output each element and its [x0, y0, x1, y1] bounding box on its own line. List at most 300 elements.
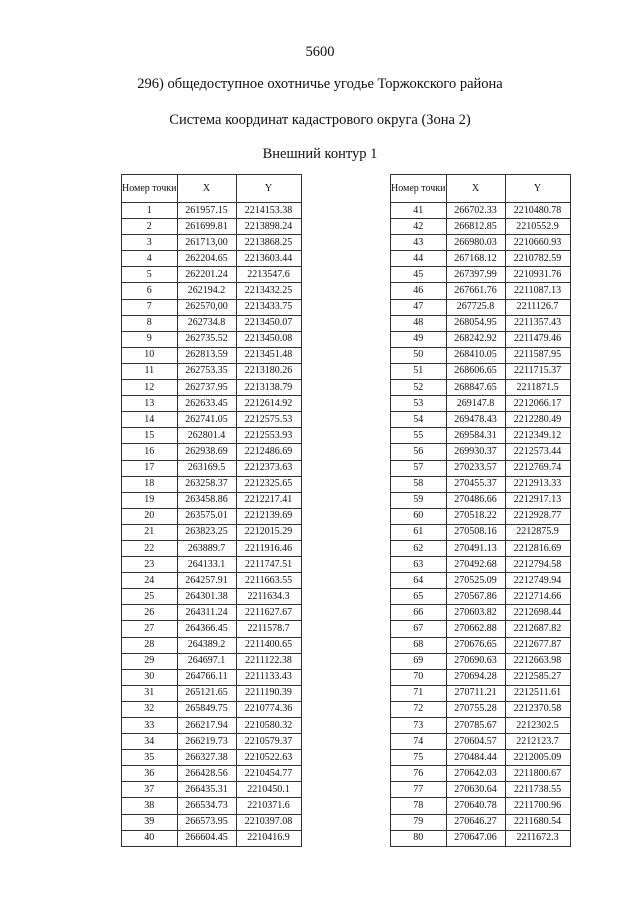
table-row — [391, 347, 571, 363]
x-cell: 270755.28 — [446, 701, 505, 717]
x-cell: 263575.01 — [177, 508, 236, 524]
y-cell: 2212698.44 — [505, 605, 570, 621]
point-number-cell: 36 — [122, 766, 178, 782]
y-cell: 2210454.77 — [236, 766, 301, 782]
y-cell: 2211126.7 — [505, 299, 570, 315]
x-cell: 262570,00 — [177, 299, 236, 315]
y-cell: 2210660.93 — [505, 235, 570, 251]
y-cell: 2211190.39 — [236, 685, 301, 701]
y-cell: 2212005.09 — [505, 750, 570, 766]
x-cell: 262201.24 — [177, 267, 236, 283]
table-row — [391, 750, 571, 766]
table-row — [391, 701, 571, 717]
y-cell: 2211578.7 — [236, 621, 301, 637]
table-row — [122, 315, 302, 331]
point-number-cell: 44 — [391, 251, 447, 267]
y-cell: 2214153.38 — [236, 203, 301, 219]
x-cell: 268054.95 — [446, 315, 505, 331]
y-cell: 2213450.08 — [236, 331, 301, 347]
y-cell: 2210416.9 — [236, 830, 301, 846]
table-row — [391, 203, 571, 219]
y-cell: 2210782.59 — [505, 251, 570, 267]
table-row — [122, 573, 302, 589]
x-cell: 263458.86 — [177, 492, 236, 508]
y-cell: 2212280.49 — [505, 412, 570, 428]
point-number-cell: 53 — [391, 396, 447, 412]
table-row — [122, 235, 302, 251]
point-number-cell: 3 — [122, 235, 178, 251]
point-number-cell: 47 — [391, 299, 447, 315]
table-row — [391, 669, 571, 685]
point-number-cell: 66 — [391, 605, 447, 621]
x-cell: 270233.57 — [446, 460, 505, 476]
table-row — [391, 653, 571, 669]
table-row — [122, 766, 302, 782]
y-cell: 2213898.24 — [236, 219, 301, 235]
table-row — [122, 685, 302, 701]
table-row — [391, 315, 571, 331]
x-cell: 264301.38 — [177, 589, 236, 605]
table-row — [391, 782, 571, 798]
y-cell: 2212066.17 — [505, 396, 570, 412]
table-row — [391, 734, 571, 750]
header-y: Y — [505, 175, 570, 203]
point-number-cell: 73 — [391, 718, 447, 734]
x-cell: 262753.35 — [177, 363, 236, 379]
table-row — [391, 718, 571, 734]
x-cell: 266428.56 — [177, 766, 236, 782]
x-cell: 266702.33 — [446, 203, 505, 219]
y-cell: 2210450.1 — [236, 782, 301, 798]
table-row — [122, 251, 302, 267]
point-number-cell: 42 — [391, 219, 447, 235]
x-cell: 270484.44 — [446, 750, 505, 766]
x-cell: 263823.25 — [177, 524, 236, 540]
y-cell: 2213603.44 — [236, 251, 301, 267]
table-row — [122, 203, 302, 219]
header-y: Y — [236, 175, 301, 203]
x-cell: 266435.31 — [177, 782, 236, 798]
point-number-cell: 19 — [122, 492, 178, 508]
table-row — [122, 734, 302, 750]
y-cell: 2213868.25 — [236, 235, 301, 251]
y-cell: 2210522.63 — [236, 750, 301, 766]
point-number-cell: 9 — [122, 331, 178, 347]
table-row — [391, 412, 571, 428]
point-number-cell: 21 — [122, 524, 178, 540]
point-number-cell: 15 — [122, 428, 178, 444]
x-cell: 264389.2 — [177, 637, 236, 653]
y-cell: 2212573.44 — [505, 444, 570, 460]
table-row — [122, 669, 302, 685]
table-row — [391, 605, 571, 621]
x-cell: 267725.8 — [446, 299, 505, 315]
table-row — [391, 219, 571, 235]
point-number-cell: 40 — [122, 830, 178, 846]
table-body-left — [122, 203, 302, 847]
point-number-cell: 35 — [122, 750, 178, 766]
x-cell: 263889.7 — [177, 540, 236, 556]
table-row — [122, 782, 302, 798]
x-cell: 269147.8 — [446, 396, 505, 412]
point-number-cell: 30 — [122, 669, 178, 685]
x-cell: 265121.65 — [177, 685, 236, 701]
point-number-cell: 67 — [391, 621, 447, 637]
table-row — [122, 637, 302, 653]
page-number: 5600 — [305, 44, 335, 60]
point-number-cell: 2 — [122, 219, 178, 235]
point-number-cell: 56 — [391, 444, 447, 460]
y-cell: 2212687.82 — [505, 621, 570, 637]
y-cell: 2212714.66 — [505, 589, 570, 605]
x-cell: 266980.03 — [446, 235, 505, 251]
y-cell: 2211672.3 — [505, 830, 570, 846]
coordinates-table-right — [390, 174, 571, 847]
x-cell: 268606.65 — [446, 363, 505, 379]
x-cell: 266604.45 — [177, 830, 236, 846]
table-row — [391, 492, 571, 508]
y-cell: 2212816.69 — [505, 540, 570, 556]
point-number-cell: 79 — [391, 814, 447, 830]
table-row — [122, 267, 302, 283]
table-row — [391, 380, 571, 396]
point-number-cell: 16 — [122, 444, 178, 460]
table-row — [391, 251, 571, 267]
table-row — [391, 476, 571, 492]
document-heading: 296) общедоступное охотничье угодье Торжокского района — [137, 76, 503, 92]
x-cell: 264766.11 — [177, 669, 236, 685]
point-number-cell: 51 — [391, 363, 447, 379]
x-cell: 265849.75 — [177, 701, 236, 717]
table-row — [122, 653, 302, 669]
table-row — [122, 814, 302, 830]
y-cell: 2210774.36 — [236, 701, 301, 717]
x-cell: 266573.95 — [177, 814, 236, 830]
x-cell: 270491.13 — [446, 540, 505, 556]
table-row — [122, 444, 302, 460]
y-cell: 2212928.77 — [505, 508, 570, 524]
point-number-cell: 72 — [391, 701, 447, 717]
point-number-cell: 77 — [391, 782, 447, 798]
y-cell: 2211479.46 — [505, 331, 570, 347]
table-row — [391, 557, 571, 573]
point-number-cell: 65 — [391, 589, 447, 605]
y-cell: 2212217.41 — [236, 492, 301, 508]
point-number-cell: 37 — [122, 782, 178, 798]
y-cell: 2210480.78 — [505, 203, 570, 219]
x-cell: 270647.06 — [446, 830, 505, 846]
table-row — [122, 524, 302, 540]
y-cell: 2210397.08 — [236, 814, 301, 830]
point-number-cell: 33 — [122, 718, 178, 734]
x-cell: 262194.2 — [177, 283, 236, 299]
point-number-cell: 29 — [122, 653, 178, 669]
point-number-cell: 62 — [391, 540, 447, 556]
x-cell: 262741.05 — [177, 412, 236, 428]
x-cell: 263169.5 — [177, 460, 236, 476]
point-number-cell: 4 — [122, 251, 178, 267]
point-number-cell: 31 — [122, 685, 178, 701]
y-cell: 2211747.51 — [236, 557, 301, 573]
table-row — [122, 605, 302, 621]
y-cell: 2212511.61 — [505, 685, 570, 701]
y-cell: 2211587.95 — [505, 347, 570, 363]
table-row — [122, 331, 302, 347]
point-number-cell: 60 — [391, 508, 447, 524]
y-cell: 2212370.58 — [505, 701, 570, 717]
point-number-cell: 61 — [391, 524, 447, 540]
x-cell: 261957.15 — [177, 203, 236, 219]
y-cell: 2212677.87 — [505, 637, 570, 653]
y-cell: 2210580.32 — [236, 718, 301, 734]
point-number-cell: 5 — [122, 267, 178, 283]
y-cell: 2212123.7 — [505, 734, 570, 750]
table-row — [391, 766, 571, 782]
x-cell: 266219.73 — [177, 734, 236, 750]
point-number-cell: 68 — [391, 637, 447, 653]
table-row — [122, 718, 302, 734]
table-row — [122, 750, 302, 766]
x-cell: 270642.03 — [446, 766, 505, 782]
point-number-cell: 55 — [391, 428, 447, 444]
y-cell: 2210552.9 — [505, 219, 570, 235]
x-cell: 270785.67 — [446, 718, 505, 734]
y-cell: 2213451.48 — [236, 347, 301, 363]
x-cell: 270508.16 — [446, 524, 505, 540]
x-cell: 269930.37 — [446, 444, 505, 460]
y-cell: 2211634.3 — [236, 589, 301, 605]
y-cell: 2210371.6 — [236, 798, 301, 814]
point-number-cell: 69 — [391, 653, 447, 669]
x-cell: 270694.28 — [446, 669, 505, 685]
table-row — [122, 621, 302, 637]
x-cell: 269478.43 — [446, 412, 505, 428]
table-row — [391, 637, 571, 653]
x-cell: 268847.65 — [446, 380, 505, 396]
table-body-right — [391, 203, 571, 847]
point-number-cell: 46 — [391, 283, 447, 299]
y-cell: 2213547.6 — [236, 267, 301, 283]
x-cell: 262938.69 — [177, 444, 236, 460]
table-row — [122, 380, 302, 396]
y-cell: 2211700.96 — [505, 798, 570, 814]
header-x: X — [446, 175, 505, 203]
table-row — [391, 363, 571, 379]
point-number-cell: 59 — [391, 492, 447, 508]
table-row — [122, 219, 302, 235]
x-cell: 263258.37 — [177, 476, 236, 492]
y-cell: 2212015.29 — [236, 524, 301, 540]
x-cell: 270604.57 — [446, 734, 505, 750]
header-x: X — [177, 175, 236, 203]
point-number-cell: 75 — [391, 750, 447, 766]
y-cell: 2213450.07 — [236, 315, 301, 331]
point-number-cell: 26 — [122, 605, 178, 621]
table-row — [391, 798, 571, 814]
table-row — [122, 798, 302, 814]
table-row — [391, 508, 571, 524]
y-cell: 2212794.58 — [505, 557, 570, 573]
y-cell: 2212302.5 — [505, 718, 570, 734]
x-cell: 270492.68 — [446, 557, 505, 573]
table-row — [122, 347, 302, 363]
y-cell: 2211357.43 — [505, 315, 570, 331]
y-cell: 2211800.67 — [505, 766, 570, 782]
y-cell: 2210931.76 — [505, 267, 570, 283]
contour-title: Внешний контур 1 — [262, 146, 378, 162]
point-number-cell: 80 — [391, 830, 447, 846]
table-row — [122, 830, 302, 846]
y-cell: 2213138.79 — [236, 380, 301, 396]
x-cell: 264257.91 — [177, 573, 236, 589]
x-cell: 270711.21 — [446, 685, 505, 701]
y-cell: 2212749.94 — [505, 573, 570, 589]
point-number-cell: 50 — [391, 347, 447, 363]
point-number-cell: 28 — [122, 637, 178, 653]
x-cell: 266534.73 — [177, 798, 236, 814]
table-row — [391, 283, 571, 299]
table-row — [391, 524, 571, 540]
y-cell: 2212349.12 — [505, 428, 570, 444]
point-number-cell: 32 — [122, 701, 178, 717]
x-cell: 268242.92 — [446, 331, 505, 347]
x-cell: 270518.22 — [446, 508, 505, 524]
x-cell: 267661.76 — [446, 283, 505, 299]
y-cell: 2212769.74 — [505, 460, 570, 476]
y-cell: 2212917.13 — [505, 492, 570, 508]
x-cell: 270676.65 — [446, 637, 505, 653]
y-cell: 2212486.69 — [236, 444, 301, 460]
point-number-cell: 74 — [391, 734, 447, 750]
y-cell: 2212553.93 — [236, 428, 301, 444]
y-cell: 2211627.67 — [236, 605, 301, 621]
table-row — [391, 299, 571, 315]
y-cell: 2211871.5 — [505, 380, 570, 396]
table-row — [391, 573, 571, 589]
table-row — [391, 235, 571, 251]
point-number-cell: 12 — [122, 380, 178, 396]
x-cell: 266327.38 — [177, 750, 236, 766]
x-cell: 270640.78 — [446, 798, 505, 814]
table-row — [391, 685, 571, 701]
x-cell: 270630.64 — [446, 782, 505, 798]
y-cell: 2212585.27 — [505, 669, 570, 685]
table-row — [122, 460, 302, 476]
x-cell: 266812.85 — [446, 219, 505, 235]
point-number-cell: 18 — [122, 476, 178, 492]
table-row — [122, 428, 302, 444]
table-row — [122, 557, 302, 573]
x-cell: 270567.86 — [446, 589, 505, 605]
x-cell: 268410.05 — [446, 347, 505, 363]
table-row — [122, 412, 302, 428]
y-cell: 2212373.63 — [236, 460, 301, 476]
x-cell: 267397.99 — [446, 267, 505, 283]
point-number-cell: 70 — [391, 669, 447, 685]
y-cell: 2211916.46 — [236, 540, 301, 556]
point-number-cell: 38 — [122, 798, 178, 814]
table-row — [391, 621, 571, 637]
x-cell: 261713,00 — [177, 235, 236, 251]
x-cell: 270455.37 — [446, 476, 505, 492]
x-cell: 270603.82 — [446, 605, 505, 621]
point-number-cell: 58 — [391, 476, 447, 492]
point-number-cell: 7 — [122, 299, 178, 315]
table-row — [122, 299, 302, 315]
y-cell: 2211663.55 — [236, 573, 301, 589]
point-number-cell: 14 — [122, 412, 178, 428]
point-number-cell: 76 — [391, 766, 447, 782]
y-cell: 2212614.92 — [236, 396, 301, 412]
coordinates-table-left — [121, 174, 302, 847]
point-number-cell: 54 — [391, 412, 447, 428]
y-cell: 2212139.69 — [236, 508, 301, 524]
point-number-cell: 49 — [391, 331, 447, 347]
point-number-cell: 45 — [391, 267, 447, 283]
y-cell: 2211738.55 — [505, 782, 570, 798]
y-cell: 2211122.38 — [236, 653, 301, 669]
x-cell: 262735.52 — [177, 331, 236, 347]
point-number-cell: 52 — [391, 380, 447, 396]
table-row — [122, 701, 302, 717]
point-number-cell: 71 — [391, 685, 447, 701]
x-cell: 269584.31 — [446, 428, 505, 444]
y-cell: 2210579.37 — [236, 734, 301, 750]
point-number-cell: 6 — [122, 283, 178, 299]
table-header-row — [391, 175, 571, 203]
point-number-cell: 78 — [391, 798, 447, 814]
table-row — [391, 267, 571, 283]
x-cell: 270662.88 — [446, 621, 505, 637]
x-cell: 266217.94 — [177, 718, 236, 734]
point-number-cell: 17 — [122, 460, 178, 476]
y-cell: 2213433.75 — [236, 299, 301, 315]
point-number-cell: 11 — [122, 363, 178, 379]
point-number-cell: 64 — [391, 573, 447, 589]
table-row — [391, 396, 571, 412]
table-row — [391, 814, 571, 830]
point-number-cell: 13 — [122, 396, 178, 412]
point-number-cell: 63 — [391, 557, 447, 573]
x-cell: 262734.8 — [177, 315, 236, 331]
x-cell: 264697.1 — [177, 653, 236, 669]
y-cell: 2213180.26 — [236, 363, 301, 379]
x-cell: 270486.66 — [446, 492, 505, 508]
y-cell: 2212575.53 — [236, 412, 301, 428]
table-row — [122, 283, 302, 299]
table-row — [122, 508, 302, 524]
y-cell: 2212875.9 — [505, 524, 570, 540]
coordinate-system-title: Система координат кадастрового округа (Зона 2) — [169, 112, 471, 128]
y-cell: 2212325.65 — [236, 476, 301, 492]
point-number-cell: 27 — [122, 621, 178, 637]
x-cell: 262813.59 — [177, 347, 236, 363]
point-number-cell: 22 — [122, 540, 178, 556]
x-cell: 267168.12 — [446, 251, 505, 267]
y-cell: 2211715.37 — [505, 363, 570, 379]
header-point-number: Номер точки — [122, 175, 178, 203]
y-cell: 2211087.13 — [505, 283, 570, 299]
point-number-cell: 39 — [122, 814, 178, 830]
x-cell: 264133.1 — [177, 557, 236, 573]
point-number-cell: 43 — [391, 235, 447, 251]
table-row — [391, 589, 571, 605]
table-row — [122, 476, 302, 492]
table-row — [391, 540, 571, 556]
point-number-cell: 48 — [391, 315, 447, 331]
table-row — [391, 830, 571, 846]
point-number-cell: 41 — [391, 203, 447, 219]
